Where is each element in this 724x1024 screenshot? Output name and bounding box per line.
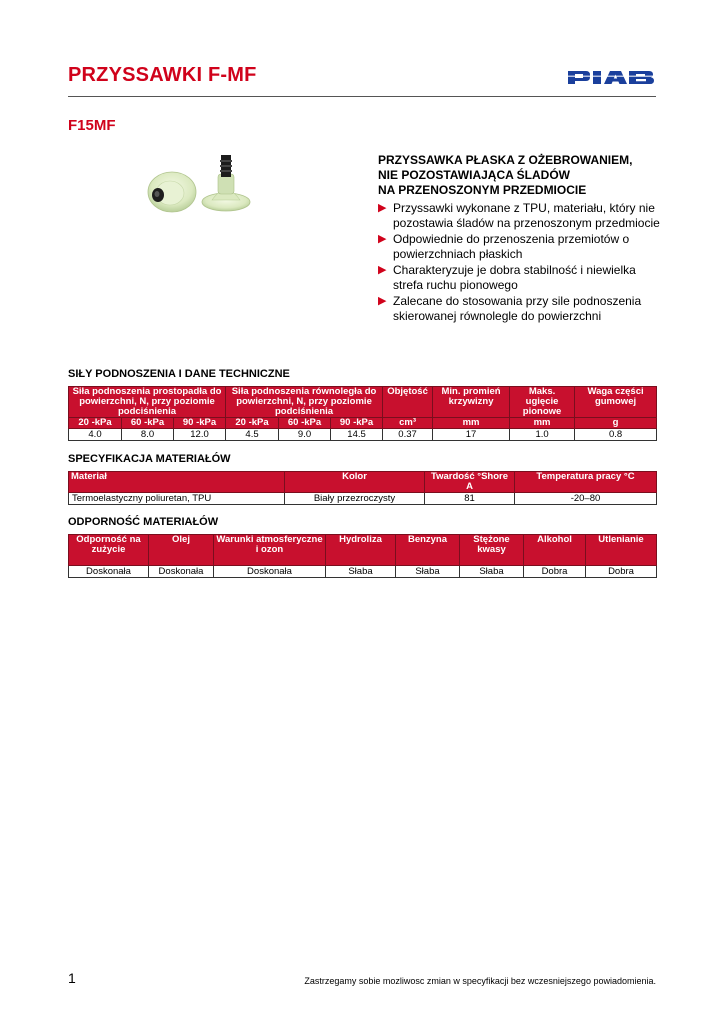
column-header: Maks. ugięcie pionowe bbox=[510, 387, 575, 418]
product-heading bbox=[378, 153, 668, 198]
forces-section-title: SIŁY PODNOSZENIA I DANE TECHNICZNE bbox=[68, 368, 290, 380]
unit-header: 60 -kPa bbox=[122, 418, 174, 429]
table-cell: Słaba bbox=[396, 566, 460, 578]
feature-text: Przyssawki wykonane z TPU, materiału, który nie pozostawia śladów na przenoszonym przedmiocie bbox=[393, 201, 660, 230]
product-heading-line: NA PRZENOSZONYM PRZEDMIOCIE bbox=[378, 183, 587, 197]
column-header: Hydroliza bbox=[326, 535, 396, 566]
table-cell: 9.0 bbox=[279, 429, 331, 441]
table-row bbox=[69, 493, 657, 505]
header-divider bbox=[68, 96, 656, 97]
bullet-triangle-icon: ▶ bbox=[378, 264, 387, 276]
table-cell: Termoelastyczny poliuretan, TPU bbox=[69, 493, 285, 505]
unit-header: 20 -kPa bbox=[69, 418, 122, 429]
product-photo bbox=[138, 150, 258, 220]
column-header: Alkohol bbox=[524, 535, 586, 566]
table-cell: Słaba bbox=[326, 566, 396, 578]
column-header: Benzyna bbox=[396, 535, 460, 566]
forces-table bbox=[68, 386, 657, 441]
column-header: Temperatura pracy °C bbox=[515, 472, 657, 493]
resistance-table bbox=[68, 534, 657, 578]
table-cell: -20–80 bbox=[515, 493, 657, 505]
feature-item bbox=[378, 263, 668, 293]
forces-group-header-row bbox=[69, 387, 657, 418]
table-cell: Dobra bbox=[524, 566, 586, 578]
table-cell: 17 bbox=[433, 429, 510, 441]
product-heading-line: PRZYSSAWKA PŁASKA Z OŻEBROWANIEM, bbox=[378, 153, 633, 167]
table-cell: Doskonała bbox=[69, 566, 149, 578]
table-cell: Słaba bbox=[460, 566, 524, 578]
bullet-triangle-icon: ▶ bbox=[378, 202, 387, 214]
feature-text: Zalecane do stosowania przy sile podnoszenia skierowanej równolegle do powierzchni bbox=[393, 294, 642, 323]
column-header: Min. promień krzywizny bbox=[433, 387, 510, 418]
column-header: Siła podnoszenia prostopadła do powierzchni, N, przy poziomie podciśnienia bbox=[69, 387, 226, 418]
table-cell: 81 bbox=[425, 493, 515, 505]
table-row bbox=[69, 566, 657, 578]
footer-disclaimer: Zastrzegamy sobie mozliwosc zmian w specyfikacji bez wczesniejszego powiadomienia. bbox=[304, 976, 656, 986]
bullet-triangle-icon: ▶ bbox=[378, 233, 387, 245]
table-cell: 4.0 bbox=[69, 429, 122, 441]
page-number: 1 bbox=[68, 970, 76, 986]
table-cell: Biały przezroczysty bbox=[285, 493, 425, 505]
table-row bbox=[69, 429, 657, 441]
material-table bbox=[68, 471, 657, 505]
feature-text: Charakteryzuje je dobra stabilność i niewielka strefa ruchu pionowego bbox=[393, 263, 636, 292]
feature-item bbox=[378, 294, 668, 324]
product-heading-line: NIE POZOSTAWIAJĄCA ŚLADÓW bbox=[378, 168, 570, 182]
feature-list bbox=[378, 201, 668, 324]
product-description bbox=[378, 153, 668, 325]
table-cell: Dobra bbox=[586, 566, 657, 578]
table-cell: 8.0 bbox=[122, 429, 174, 441]
unit-header: 90 -kPa bbox=[331, 418, 383, 429]
material-section-title: SPECYFIKACJA MATERIAŁÓW bbox=[68, 453, 231, 465]
unit-header: 20 -kPa bbox=[226, 418, 279, 429]
column-header: Kolor bbox=[285, 472, 425, 493]
bullet-triangle-icon: ▶ bbox=[378, 295, 387, 307]
resistance-header-row bbox=[69, 535, 657, 566]
unit-header: g bbox=[575, 418, 657, 429]
table-cell: 12.0 bbox=[174, 429, 226, 441]
unit-header: cm³ bbox=[383, 418, 433, 429]
table-cell: 1.0 bbox=[510, 429, 575, 441]
product-model: F15MF bbox=[68, 117, 116, 134]
column-header: Odporność na zużycie bbox=[69, 535, 149, 566]
table-cell: 4.5 bbox=[226, 429, 279, 441]
column-header: Warunki atmosferyczne i ozon bbox=[214, 535, 326, 566]
column-header: Stężone kwasy bbox=[460, 535, 524, 566]
resistance-section-title: ODPORNOŚĆ MATERIAŁÓW bbox=[68, 516, 219, 528]
table-cell: 0.37 bbox=[383, 429, 433, 441]
feature-item bbox=[378, 201, 668, 231]
column-header: Olej bbox=[149, 535, 214, 566]
page-title-main: PRZYSSAWKI bbox=[68, 64, 208, 86]
table-cell: 0.8 bbox=[575, 429, 657, 441]
feature-text: Odpowiednie do przenoszenia przemiotów o powierzchniach płaskich bbox=[393, 232, 630, 261]
unit-header: 90 -kPa bbox=[174, 418, 226, 429]
column-header: Objętość bbox=[383, 387, 433, 418]
unit-header: mm bbox=[510, 418, 575, 429]
unit-header: mm bbox=[433, 418, 510, 429]
column-header: Siła podnoszenia równoległa do powierzchni, N, przy poziomie podciśnienia bbox=[226, 387, 383, 418]
table-cell: Doskonała bbox=[149, 566, 214, 578]
page-title bbox=[68, 64, 257, 87]
column-header: Waga części gumowej bbox=[575, 387, 657, 418]
column-header: Utlenianie bbox=[586, 535, 657, 566]
unit-header: 60 -kPa bbox=[279, 418, 331, 429]
feature-item bbox=[378, 232, 668, 262]
table-cell: 14.5 bbox=[331, 429, 383, 441]
forces-unit-row bbox=[69, 418, 657, 429]
table-cell: Doskonała bbox=[214, 566, 326, 578]
material-header-row bbox=[69, 472, 657, 493]
column-header: Materiał bbox=[69, 472, 285, 493]
column-header: Twardość °Shore A bbox=[425, 472, 515, 493]
page-title-suffix: F-MF bbox=[208, 64, 257, 86]
piab-logo bbox=[566, 69, 656, 85]
